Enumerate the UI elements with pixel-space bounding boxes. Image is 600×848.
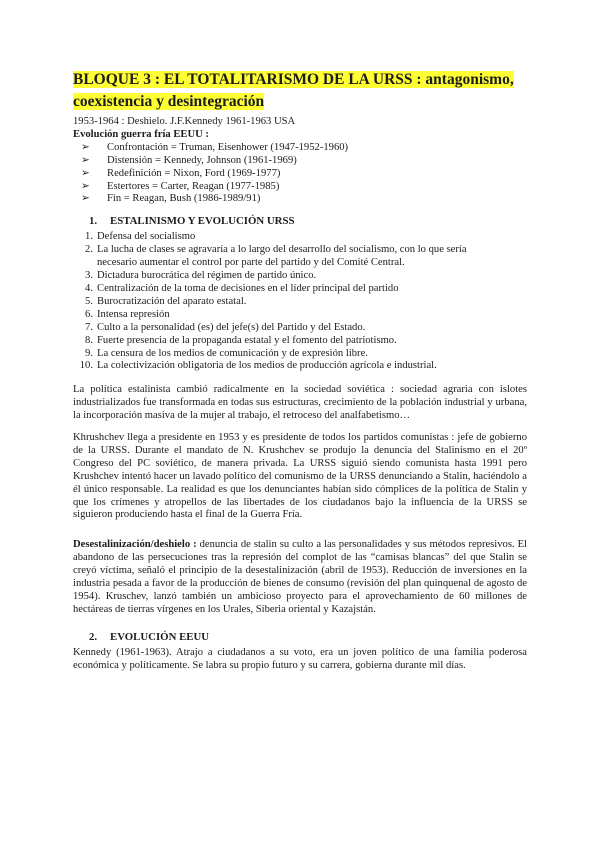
arrow-icon: ➢: [81, 193, 90, 205]
list-item: 5. Burocratización del aparato estatal.: [85, 295, 247, 307]
list-item: 2. La lucha de clases se agravaría a lo largo del desarrollo del socialismo, con lo que sería necesario aumentar el control por parte del partido y del Comité Central.: [85, 244, 467, 269]
list-item-text: Redefinición = Nixon, Ford (1969-1977): [107, 167, 281, 179]
document-title: [73, 69, 527, 113]
section-1-heading: [89, 215, 527, 228]
list-item: 10. La colectivización obligatoria de los medios de producción agrícola e industrial.: [79, 360, 437, 372]
intro-block: [73, 116, 527, 206]
section-2-title: EVOLUCIÓN EEUU: [110, 630, 210, 643]
title-line-1: BLOQUE 3 : EL TOTALITARISMO DE LA URSS : antagonismo,: [73, 71, 514, 88]
list-item-text: Estertores = Carter, Reagan (1977-1985): [107, 180, 280, 192]
list-item: [81, 142, 527, 155]
paragraph-khrushchev: Khrushchev llega a presidente en 1953 y es presidente de todos los partidos comunistas : jefe de gobierno de la URSS. Durante el mandato de N. Krushchev se produjo la denuncia del Stalinismo en el 20º Congreso del PC soviético, de manera privada. La URSS siguió siendo comunista hasta 1991 pero Krushchev intentó hacer un lavado político del comunismo de la URSS denunciando a Stalin, haciéndolo a él único responsable. La realidad es que los denunciantes habían sido cómplices de la política de Stalin y que los crímenes y atropellos de las libertades de los ciudadanos bajo la influencia de la URSS se siguieron produciendo hasta el final de la Guerra Fría.: [73, 432, 527, 521]
paragraph-kennedy: Kennedy (1961-1963). Atrajo a ciudadanos a su voto, era un joven político de una familia poderosa económica y políticamente. Se labra su propio futuro y su carrera, gobierna durante mil días.: [73, 646, 527, 671]
destalinization-text: denuncia de stalin su culto a las personalidades y sus métodos represivos. El abandono de las persecuciones tras la represión del complot de las “camisas blancas” del que Stalin se creyó víctima, señaló el principio de la desestalinización (abril de 1953). Reducción de inversiones en la industria pesada a favor de la producción de bienes de consumo (revisión del plan quinquenal de agosto de 1954). Kruschev, lanzó también un ambicioso proyecto para el aprovechamiento de 60 millones de hectáreas de tierras vírgenes en los Urales, Siberia oriental y Kazajstán.: [73, 539, 528, 615]
list-item: [81, 181, 527, 194]
list-item: [81, 155, 527, 168]
list-item: 8. Fuerte presencia de la propaganda estatal y el fomento del patriotismo.: [85, 334, 397, 346]
list-item-text: Distensión = Kennedy, Johnson (1961-1969): [107, 154, 297, 166]
stalinism-features-list: [73, 231, 527, 373]
arrow-icon: ➢: [81, 180, 90, 192]
list-item-text: Confrontación = Truman, Eisenhower (1947-1952-1960): [107, 141, 349, 153]
section-2-number: 2.: [89, 630, 98, 643]
section-2-heading: [89, 631, 527, 644]
list-item: 7. Culto a la personalidad (es) del jefe(s) del Partido y del Estado.: [85, 321, 366, 333]
arrow-icon: ➢: [81, 167, 90, 179]
list-item: [81, 193, 527, 206]
list-item: 1. Defensa del socialismo: [85, 231, 196, 243]
list-item: 4. Centralización de la toma de decisiones en el líder principal del partido: [85, 282, 399, 294]
list-item: 9. La censura de los medios de comunicación y de expresión libre.: [85, 347, 368, 359]
paragraph-destalinization: [73, 539, 527, 616]
list-item: 3. Dictadura burocrática del régimen de partido único.: [85, 270, 317, 282]
list-item: 6. Intensa represión: [85, 308, 170, 320]
intro-line: 1953-1964 : Deshielo. J.F.Kennedy 1961-1963 USA: [73, 116, 296, 127]
cold-war-heading: Evolución guerra fría EEUU :: [73, 128, 209, 140]
list-item: [81, 168, 527, 181]
arrow-icon: ➢: [81, 154, 90, 166]
paragraph-stalinist-policy: La política estalinista cambió radicalmente en la sociedad soviética : sociedad agraria con islotes industrializados fue transformada en todas sus estructuras, crecimiento de la población industrial y urbana, la incorporación masiva de la mujer al trabajo, el retroceso del analfabetismo…: [73, 384, 527, 422]
section-1-number: 1.: [89, 215, 98, 228]
destalinization-label: Desestalinización/deshielo :: [73, 539, 197, 551]
cold-war-list: [73, 142, 527, 207]
title-line-2: coexistencia y desintegración: [73, 93, 265, 110]
arrow-icon: ➢: [81, 141, 90, 153]
list-item-text: Fin = Reagan, Bush (1986-1989/91): [107, 193, 261, 205]
section-1-title: ESTALINISMO Y EVOLUCIÓN URSS: [110, 215, 295, 228]
